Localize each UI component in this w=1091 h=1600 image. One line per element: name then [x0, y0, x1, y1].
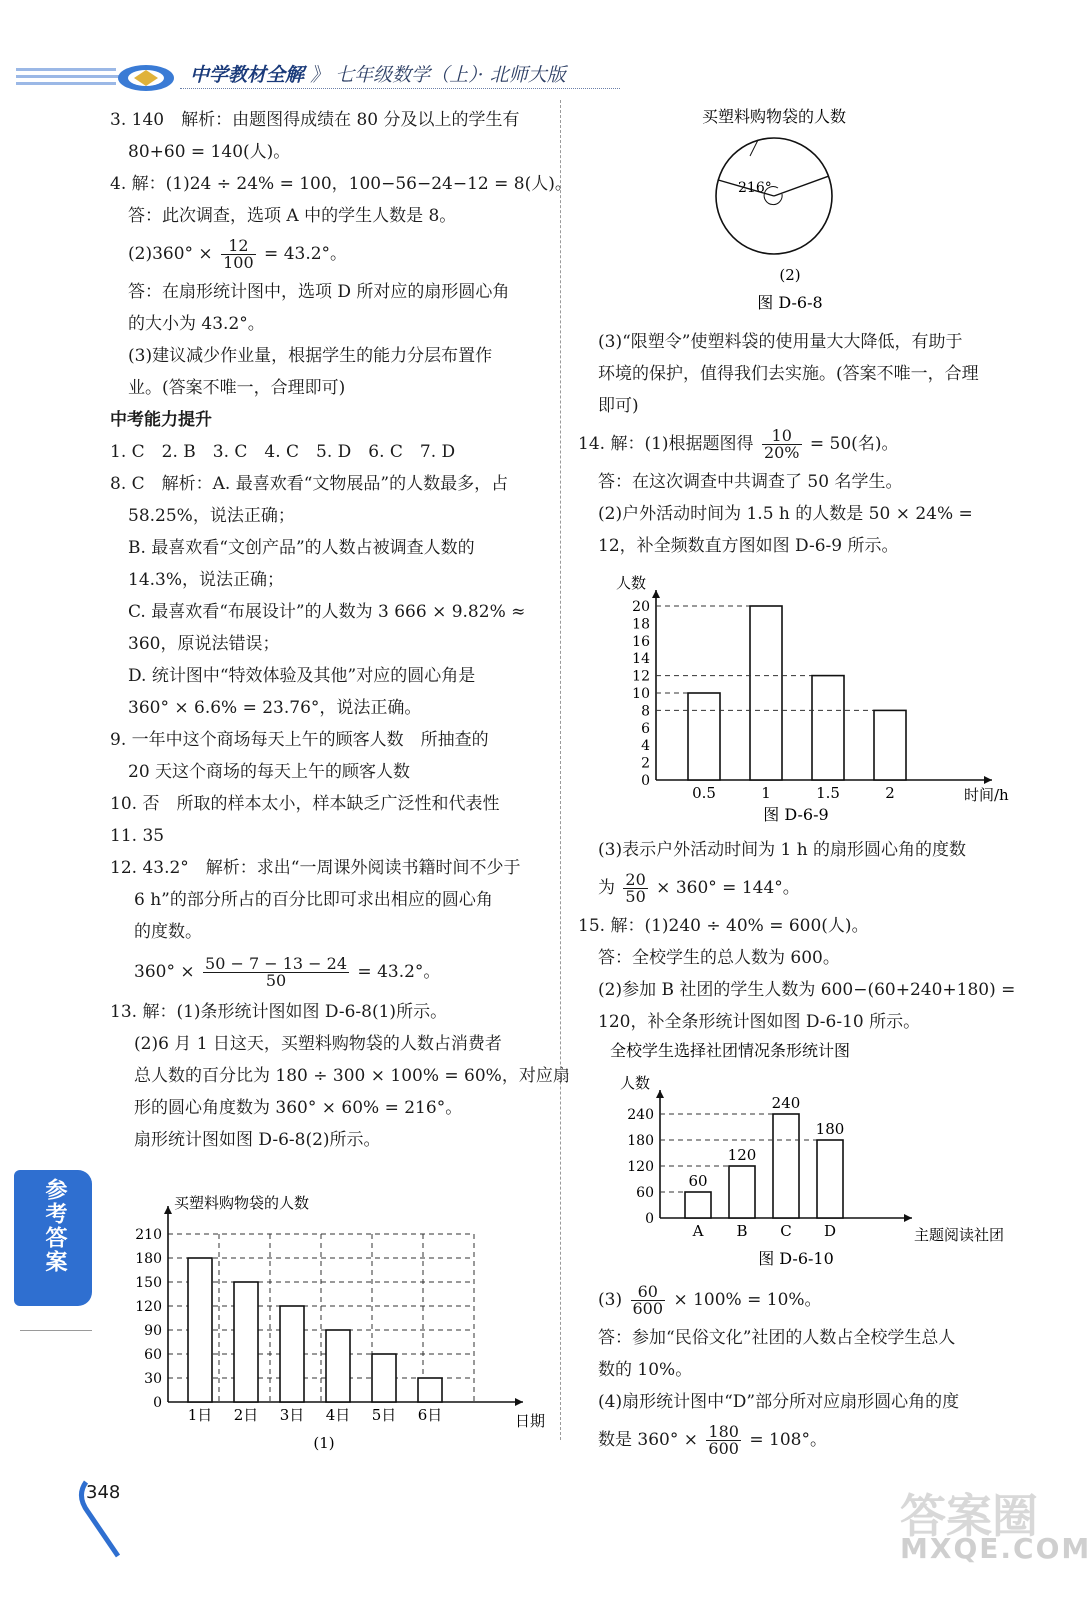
text-line: 58.25%，说法正确；	[128, 506, 295, 526]
histogram-outdoor-time	[610, 566, 1009, 828]
chart-caption: (2)	[779, 266, 801, 284]
text-line: 数的 10%。	[598, 1360, 693, 1380]
y-axis-arrow	[656, 1090, 664, 1098]
eq-post: = 108°。	[749, 1430, 827, 1450]
chart-title: 全校学生选择社团情况条形统计图	[610, 1041, 851, 1060]
text-line: (3)表示户外活动时间为 1 h 的扇形圆心角的度数	[598, 840, 967, 860]
x-axis-arrow	[984, 776, 992, 784]
y-tick-label: 90	[144, 1323, 162, 1339]
text-line: 答：全校学生的总人数为 600。	[598, 948, 840, 968]
text-line: 环境的保护，值得我们去实施。(答案不唯一，合理	[598, 364, 979, 384]
chart-caption: (1)	[313, 1434, 335, 1452]
fraction-num: 60	[631, 1284, 666, 1301]
text-line: (2)户外活动时间为 1.5 h 的人数是 50 × 24% =	[598, 504, 973, 524]
equation-line	[134, 948, 572, 996]
bar	[685, 1192, 711, 1218]
text-line: 总人数的百分比为 180 ÷ 300 × 100% = 60%，对应扇	[134, 1066, 570, 1086]
y-tick-label: 8	[641, 703, 650, 720]
figure-label: 图 D-6-8	[757, 293, 823, 312]
equation-line	[128, 232, 572, 276]
x-tick-label: 2日	[233, 1406, 259, 1424]
bar-value-label: 180	[815, 1120, 845, 1138]
y-tick-label: 210	[135, 1227, 162, 1243]
bar	[418, 1378, 442, 1402]
y-tick-label: 120	[135, 1299, 162, 1315]
fraction-den: 100	[223, 253, 254, 272]
header-logo-banner	[16, 64, 188, 94]
text-line: 15. 解：(1)240 ÷ 40% = 600(人)。	[578, 916, 869, 936]
fraction-num: 180	[708, 1422, 739, 1441]
text-line: 的大小为 43.2°。	[128, 314, 265, 334]
bar	[874, 710, 906, 780]
eq-post: = 50(名)。	[809, 434, 899, 454]
bar	[688, 693, 720, 780]
y-tick-label: 150	[135, 1275, 162, 1291]
text-line: (4)扇形统计图中“D”部分所对应扇形圆心角的度	[598, 1392, 960, 1412]
y-tick-label: 4	[641, 738, 650, 755]
bar	[750, 606, 782, 780]
y-tick-label: 2	[641, 755, 650, 772]
eq-pre: 数是 360° ×	[598, 1430, 698, 1450]
equation-line	[578, 422, 979, 466]
y-axis-label: 人数	[616, 574, 647, 592]
eq-post: = 43.2°。	[264, 244, 348, 264]
fraction-den: 600	[708, 1439, 739, 1458]
text-line: D. 统计图中“特效体验及其他”对应的圆心角是	[128, 666, 476, 686]
text-line: 360，原说法错误；	[128, 634, 280, 654]
bar	[812, 676, 844, 780]
header-title	[190, 60, 566, 87]
eq-post: × 360° = 144°。	[656, 878, 800, 898]
eq-pre: 14. 解：(1)根据题图得	[578, 434, 754, 454]
text-line: (2)6 月 1 日这天，买塑料购物袋的人数占消费者	[134, 1034, 502, 1054]
x-tick-label: 3日	[279, 1406, 305, 1424]
y-axis-arrow	[652, 590, 660, 598]
y-tick-label: 16	[632, 633, 650, 650]
eq-pre: (2)360° ×	[128, 244, 213, 264]
header-divider	[180, 88, 620, 89]
fraction-den: 600	[632, 1299, 664, 1318]
text-line: 业。(答案不唯一，合理即可)	[128, 378, 346, 398]
text-line: 12. 43.2° 解析：求出“一周课外阅读书籍时间不少于	[110, 858, 521, 878]
y-tick-label: 120	[627, 1159, 654, 1175]
x-tick-label: 1.5	[816, 784, 840, 802]
page-number: 348	[86, 1482, 121, 1503]
fraction	[203, 956, 349, 989]
x-tick-label: 1	[761, 784, 771, 802]
text-line: 13. 解：(1)条形统计图如图 D-6-8(1)所示。	[110, 1002, 448, 1022]
fraction-num: 10	[762, 428, 802, 445]
eq-pre: (3)	[598, 1290, 623, 1310]
x-axis-label: 时间/h	[964, 786, 1009, 804]
y-tick-label: 240	[627, 1107, 654, 1123]
text-line: 12，补全频数直方图如图 D-6-9 所示。	[598, 536, 899, 556]
x-axis-arrow	[904, 1214, 912, 1222]
grade-title: 七年级数学（上）· 北师大版	[335, 64, 566, 86]
y-tick-label: 0	[641, 773, 650, 789]
eq-pre: 为	[598, 878, 615, 898]
text-line: C. 最喜欢看“布展设计”的人数为 3 666 × 9.82% ≈	[128, 602, 526, 622]
fraction-num: 12	[221, 238, 256, 255]
watermark-url: MXQE.COM	[900, 1532, 1091, 1565]
x-axis-arrow	[515, 1398, 523, 1406]
side-tab-rule	[20, 1330, 92, 1331]
x-tick-label: 4日	[325, 1406, 351, 1424]
x-axis-label: 日期	[515, 1412, 546, 1430]
x-tick-label: 5日	[371, 1406, 397, 1424]
x-tick-label: A	[692, 1222, 704, 1240]
text-line: B. 最喜欢看“文创产品”的人数占被调查人数的	[128, 538, 475, 558]
text-line: (3)“限塑令”使塑料袋的使用量大大降低，有助于	[598, 332, 963, 352]
right-column-bottom	[598, 1278, 959, 1462]
text-line: 扇形统计图如图 D-6-8(2)所示。	[134, 1130, 381, 1150]
text-line: 答：在扇形统计图中，选项 D 所对应的扇形圆心角	[128, 282, 510, 302]
y-axis-label: 人数	[620, 1074, 651, 1092]
fraction	[221, 238, 256, 271]
bar-value-label: 240	[771, 1094, 801, 1112]
y-tick-label: 30	[144, 1371, 162, 1387]
bar	[280, 1306, 304, 1402]
header-separator: 》	[310, 64, 330, 86]
y-axis-arrow	[164, 1206, 172, 1214]
x-tick-label: B	[736, 1222, 748, 1240]
y-tick-label: 60	[144, 1347, 162, 1363]
y-tick-label: 6	[641, 720, 650, 737]
text-line: 3. 140 解析：由题图得成绩在 80 分及以上的学生有	[110, 110, 520, 130]
text-line: (3)建议减少作业量，根据学生的能力分层布置作	[128, 346, 493, 366]
text-line: 6 h”的部分所占的百分比即可求出相应的圆心角	[134, 890, 493, 910]
text-line: 4. 解：(1)24 ÷ 24% = 100，100−56−24−12 = 8(人)。	[110, 174, 572, 194]
text-line: 形的圆心角度数为 360° × 60% = 216°。	[134, 1098, 463, 1118]
y-tick-label: 180	[627, 1133, 654, 1149]
figure-label: 图 D-6-9	[763, 805, 829, 824]
bar	[234, 1282, 258, 1402]
book-title: 中学教材全解	[190, 64, 305, 86]
x-tick-label: D	[823, 1222, 837, 1240]
equation-line	[598, 1418, 959, 1462]
right-column-middle	[578, 834, 1016, 1038]
text-line: 答：参加“民俗文化”社团的人数占全校学生总人	[598, 1328, 956, 1348]
y-axis-label: 买塑料购物袋的人数	[174, 1194, 310, 1212]
y-tick-label: 0	[645, 1211, 654, 1227]
y-tick-label: 60	[636, 1185, 654, 1201]
eq-post: = 43.2°。	[357, 962, 441, 982]
text-line: 9. 一年中这个商场每天上午的顾客人数 所抽查的	[110, 730, 489, 750]
bar	[729, 1166, 755, 1218]
text-line: 答：此次调查，选项 A 中的学生人数是 8。	[128, 206, 457, 226]
bar-value-label: 60	[688, 1172, 708, 1190]
fraction	[623, 872, 647, 905]
eq-post: × 100% = 10%。	[673, 1290, 822, 1310]
x-tick-label: 0.5	[692, 784, 716, 802]
right-column-top	[578, 326, 979, 562]
fraction	[762, 428, 802, 461]
text-line: 答：在这次调查中共调查了 50 名学生。	[598, 472, 903, 492]
pie-chart-plastic-bags	[640, 100, 930, 320]
fraction-den: 50	[265, 971, 287, 990]
y-tick-label: 10	[632, 686, 650, 702]
bar-value-label: 120	[727, 1146, 757, 1164]
y-tick-label: 0	[153, 1395, 162, 1411]
text-line: 8. C 解析：A. 最喜欢看“文物展品”的人数最多，占	[110, 474, 509, 494]
text-line: 11. 35	[110, 826, 165, 846]
x-tick-label: 2	[885, 784, 895, 802]
section-heading: 中考能力提升	[110, 410, 212, 430]
x-tick-label: C	[780, 1222, 792, 1240]
equation-line	[598, 1278, 959, 1322]
figure-label: 图 D-6-10	[758, 1249, 834, 1268]
bar	[817, 1140, 843, 1218]
text-line: (2)参加 B 社团的学生人数为 600−(60+240+180) =	[598, 980, 1016, 1000]
left-column	[110, 104, 572, 1156]
fraction	[706, 1424, 741, 1457]
x-tick-label: 6日	[417, 1406, 443, 1424]
text-line: 即可)	[598, 396, 639, 416]
fraction-den: 50	[625, 887, 646, 906]
y-tick-label: 18	[632, 616, 650, 633]
equation-line	[598, 866, 1015, 910]
y-tick-label: 12	[632, 668, 650, 685]
text-line: 80+60 = 140(人)。	[128, 142, 291, 162]
text-line: 14.3%，说法正确；	[128, 570, 285, 590]
bar-chart-clubs	[610, 1040, 1030, 1274]
bar	[188, 1258, 212, 1402]
y-tick-label: 14	[632, 651, 650, 668]
text-line: 120，补全条形统计图如图 D-6-10 所示。	[598, 1012, 921, 1032]
side-tab-label: 参考答案	[42, 1178, 67, 1274]
fraction	[631, 1284, 666, 1317]
fraction-den: 20%	[763, 443, 800, 462]
fraction-num: 50 − 7 − 13 − 24	[205, 954, 348, 973]
x-tick-label: 1日	[187, 1406, 213, 1424]
fraction-num: 20	[625, 870, 646, 889]
text-line: 10. 否 所取的样本太小，样本缺乏广泛性和代表性	[110, 794, 500, 814]
bar	[372, 1354, 396, 1402]
text-line: 360° × 6.6% = 23.76°，说法正确。	[128, 698, 422, 718]
y-tick-label: 20	[632, 599, 650, 615]
pie-slice-label: 216°	[738, 180, 772, 196]
eq-pre: 360° ×	[134, 962, 195, 982]
text-line: 的度数。	[134, 922, 202, 942]
watermark-logo: 答案圈	[900, 1489, 1038, 1543]
bar	[326, 1330, 350, 1402]
y-tick-label: 180	[135, 1251, 162, 1267]
bar-chart-plastic-bags	[120, 1190, 546, 1460]
x-axis-label: 主题阅读社团	[914, 1226, 1005, 1244]
text-line: 20 天这个商场的每天上午的顾客人数	[128, 762, 411, 782]
chart-title: 买塑料购物袋的人数	[701, 107, 847, 126]
bar	[773, 1114, 799, 1218]
text-line: 1. C 2. B 3. C 4. C 5. D 6. C 7. D	[110, 442, 456, 462]
